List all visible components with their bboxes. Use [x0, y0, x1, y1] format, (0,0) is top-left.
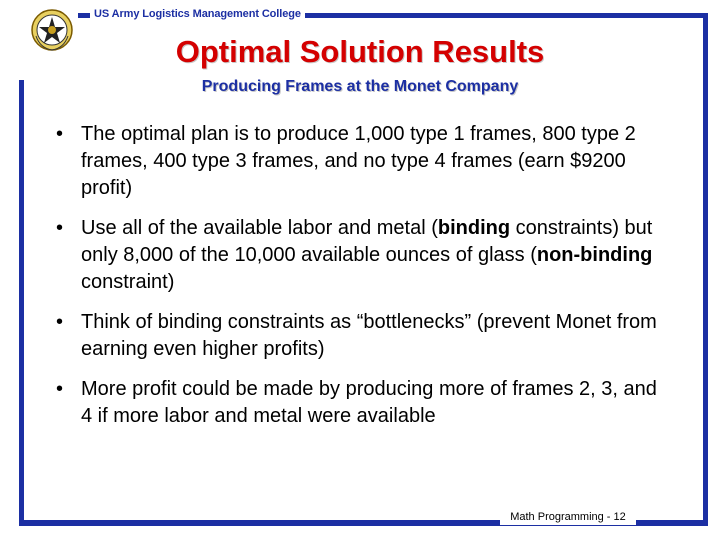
bullet-list — [52, 121, 672, 443]
slide-subtitle: Producing Frames at the Monet Company — [201, 78, 519, 95]
bullet-dot-icon: • — [56, 123, 64, 145]
slide-footer: Math Programming - 12 — [500, 509, 636, 525]
bullet-item — [52, 376, 672, 430]
bullet-text: Use all of the available labor and metal ( — [81, 217, 438, 239]
bullet-dot-icon: • — [56, 217, 64, 239]
frame-left-bar — [19, 80, 24, 525]
bullet-text: More profit could be made by producing more of frames 2, 3, and 4 if more labor and metal were available — [81, 378, 657, 427]
bullet-dot-icon: • — [56, 311, 64, 333]
bullet-text: The optimal plan is to produce 1,000 type 1 frames, 800 type 2 frames, 400 type 3 frames, and no type 4 frames (earn $9200 profit) — [81, 123, 636, 199]
bullet-dot-icon: • — [56, 378, 64, 400]
slide-title: Optimal Solution Results — [175, 34, 545, 69]
bullet-bold-text: non-binding — [536, 244, 653, 266]
bullet-item — [52, 309, 672, 363]
bullet-text: constraint) — [81, 271, 175, 293]
bullet-item — [52, 215, 672, 296]
college-name: US Army Logistics Management College — [90, 8, 305, 20]
bullet-bold-text: binding — [437, 217, 511, 239]
bullet-item — [52, 121, 672, 202]
bullet-text: Think of binding constraints as “bottlenecks” (prevent Monet from earning even higher profits) — [81, 311, 657, 360]
bullet-text: constraints) but only 8,000 of the 10,000 available ounces of glass ( — [81, 217, 653, 266]
